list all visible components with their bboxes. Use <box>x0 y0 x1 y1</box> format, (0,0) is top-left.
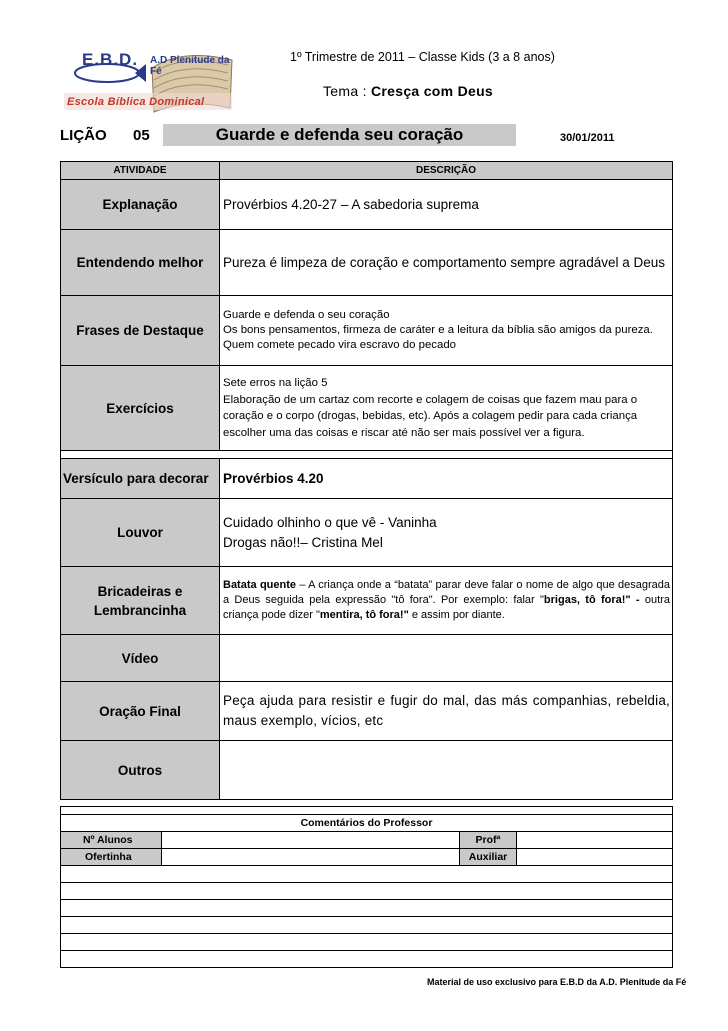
frases-text <box>220 296 673 366</box>
versiculo-label: Versículo para decorar <box>61 459 220 499</box>
outros-text <box>220 741 673 800</box>
prof-field[interactable] <box>517 832 673 849</box>
col-descricao-header: DESCRIÇÃO <box>220 162 673 180</box>
tema-heading <box>323 83 493 99</box>
comment-line[interactable] <box>61 951 673 968</box>
table-row <box>61 866 673 883</box>
prof-label: Profª <box>460 832 517 849</box>
exercicios-label: Exercícios <box>61 366 220 451</box>
col-atividade-header: ATIVIDADE <box>61 162 220 180</box>
table-row <box>61 917 673 934</box>
table-row <box>61 459 673 499</box>
comment-line[interactable] <box>61 866 673 883</box>
frases-label: Frases de Destaque <box>61 296 220 366</box>
video-label: Vídeo <box>61 635 220 682</box>
licao-label: LIÇÃO <box>60 127 107 144</box>
comment-line[interactable] <box>61 883 673 900</box>
oracao-label: Oração Final <box>61 682 220 741</box>
bricadeiras-text <box>220 567 673 635</box>
bricadeiras-span: outra criança pode dizer " <box>223 594 670 621</box>
frase-line: Os bons pensamentos, firmeza de caráter e a leitura da bíblia são amigos da pureza. <box>223 324 653 336</box>
logo-ebd-text: E.B.D. <box>82 50 139 69</box>
exercicio-line: Elaboração de um cartaz com recorte e colagem de coisas que fazem mau para o coração e o corpo (drogas, bebidas, etc). Após a colagem pedir para cada criança escolher uma das coisas e riscar até não ser mais possível ver a figura. <box>223 393 638 439</box>
tema-value: Cresça com Deus <box>371 83 494 99</box>
table-row <box>61 180 673 230</box>
explanacao-text: Provérbios 4.20-27 – A sabedoria suprema <box>220 180 673 230</box>
auxiliar-field[interactable] <box>517 849 673 866</box>
comment-line[interactable] <box>61 934 673 951</box>
table-row <box>61 883 673 900</box>
table-header-row <box>61 162 673 180</box>
alunos-label: Nº Alunos <box>61 832 162 849</box>
bricadeiras-span: – A criança onde a “batata” parar deve falar o nome de algo que desagrada a Deus seguida pela expressão "tô fora". Por exemplo: falar " <box>223 579 670 606</box>
outros-label: Outros <box>61 741 220 800</box>
video-text <box>220 635 673 682</box>
bricadeiras-span: e assim por diante. <box>408 609 505 621</box>
frase-line: Quem comete pecado vira escravo do pecado <box>223 339 457 351</box>
table-row <box>61 815 673 832</box>
lesson-plan-table <box>60 161 673 800</box>
table-row <box>61 366 673 451</box>
louvor-label: Louvor <box>61 499 220 567</box>
comment-line[interactable] <box>61 900 673 917</box>
footer-note: Material de uso exclusivo para E.B.D da A.D. Plenitude da Fé <box>427 977 687 987</box>
table-row <box>61 832 673 849</box>
bricadeiras-label-line1: Bricadeiras e <box>97 583 183 599</box>
table-row <box>61 900 673 917</box>
trimester-heading: 1º Trimestre de 2011 – Classe Kids (3 a 8 anos) <box>290 50 555 64</box>
comments-table <box>60 806 673 968</box>
table-row <box>61 849 673 866</box>
bricadeiras-label <box>61 567 220 635</box>
spacer-row <box>61 451 673 459</box>
louvor-text <box>220 499 673 567</box>
exercicio-line: Sete erros na lição 5 <box>223 377 328 389</box>
table-row <box>61 951 673 968</box>
table-row <box>61 230 673 296</box>
comments-title: Comentários do Professor <box>61 815 673 832</box>
exercicios-text <box>220 366 673 451</box>
logo <box>62 38 242 120</box>
table-row <box>61 934 673 951</box>
table-row <box>61 567 673 635</box>
table-row <box>61 682 673 741</box>
bricadeiras-label-line2: Lembrancinha <box>93 602 187 618</box>
licao-number: 05 <box>133 127 150 144</box>
frase-line: Guarde e defenda o seu coração <box>223 309 390 321</box>
alunos-field[interactable] <box>162 832 460 849</box>
entendendo-label: Entendendo melhor <box>61 230 220 296</box>
lesson-date: 30/01/2011 <box>560 132 615 144</box>
auxiliar-label: Auxiliar <box>460 849 517 866</box>
table-row <box>61 296 673 366</box>
versiculo-text: Provérbios 4.20 <box>220 459 673 499</box>
table-row <box>61 741 673 800</box>
louvor-line: Cuidado olhinho o que vê - Vaninha <box>223 514 437 530</box>
lesson-title: Guarde e defenda seu coração <box>163 124 516 146</box>
logo-church-text: A.D Plenitude da Fé <box>150 55 230 77</box>
tema-label: Tema : <box>323 83 372 99</box>
table-row <box>61 635 673 682</box>
bricadeiras-bold: mentira, tô fora!" <box>319 609 409 621</box>
oracao-text: Peça ajuda para resistir e fugir do mal, das más companhias, rebeldia, maus exemplo, vícios, etc <box>220 682 673 741</box>
louvor-line: Drogas não!!– Cristina Mel <box>223 534 383 550</box>
table-row <box>61 807 673 815</box>
bricadeiras-bold: Batata quente <box>223 579 297 591</box>
entendendo-text: Pureza é limpeza de coração e comportamento sempre agradável a Deus <box>220 230 673 296</box>
bricadeiras-bold: brigas, tô fora!" - <box>543 594 640 606</box>
ofertinha-label: Ofertinha <box>61 849 162 866</box>
ofertinha-field[interactable] <box>162 849 460 866</box>
comment-line[interactable] <box>61 917 673 934</box>
table-row <box>61 499 673 567</box>
explanacao-label: Explanação <box>61 180 220 230</box>
logo-school-text: Escola Bíblica Dominical <box>67 96 205 108</box>
